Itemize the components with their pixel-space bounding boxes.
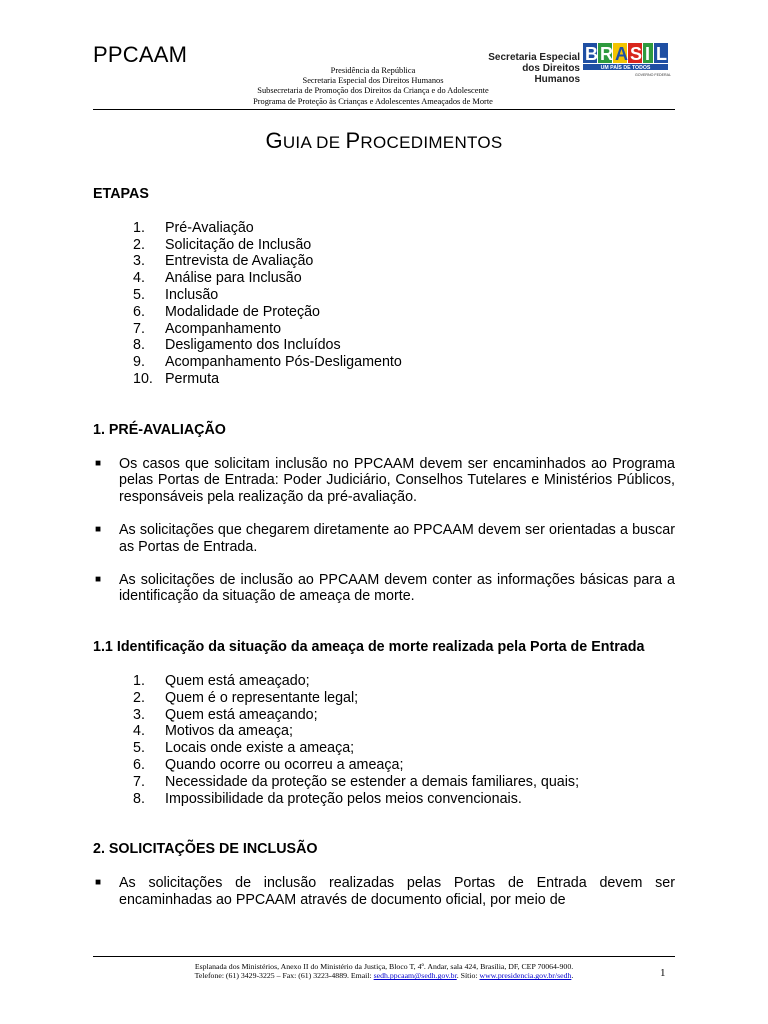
institution-line: Programa de Proteção às Crianças e Adolescentes Ameaçados de Morte <box>253 96 493 106</box>
bullet-item: ■ As solicitações que chegarem diretamente ao PPCAAM devem ser orientadas a buscar as Portas de Entrada. <box>95 521 675 555</box>
section-1-heading: 1. PRÉ-AVALIAÇÃO <box>93 421 226 438</box>
list-item: 1. Pré-Avaliação <box>133 219 254 236</box>
bullet-square-icon: ■ <box>95 523 102 535</box>
brasil-logo-tagline: UM PAÍS DE TODOS <box>600 65 651 71</box>
svg-text:L: L <box>656 44 667 64</box>
svg-text:R: R <box>600 44 613 64</box>
title-cap: P <box>345 128 361 153</box>
email-link[interactable]: sedh.ppcaam@sedh.gov.br <box>373 971 457 981</box>
institution-lines <box>240 66 506 107</box>
list-item: 2. Solicitação de Inclusão <box>133 236 312 253</box>
bullet-square-icon: ■ <box>95 573 102 585</box>
list-item: 8. Impossibilidade da proteção pelos meios convencionais. <box>133 790 522 807</box>
section-1-1-list <box>93 673 675 807</box>
brasil-government-logo <box>583 41 677 81</box>
title-smallcaps: UIA DE <box>282 133 346 152</box>
document-body <box>93 186 675 909</box>
list-item: 3. Entrevista de Avaliação <box>133 253 314 270</box>
svg-text:S: S <box>630 44 643 64</box>
list-item: 7. Necessidade da proteção se estender a demais familiares, quais; <box>133 773 580 790</box>
footer-line: Esplanada dos Ministérios, Anexo II do Ministério da Justiça, Bloco T, 4º. Andar, sala 424, Brasília, DF, CEP 70064-900. <box>194 962 574 971</box>
svg-text:I: I <box>645 44 651 64</box>
list-item: 9. Acompanhamento Pós-Desligamento <box>133 354 402 371</box>
section-1-bullets <box>93 456 675 606</box>
footer-contact-line: Telefone: (61) 3429-3225 – Fax: (61) 3223-4889. Email: sedh.ppcaam@sedh.gov.br. Sítio: www.presidencia.gov.br/sedh. <box>194 971 574 981</box>
list-item: 6. Quando ocorre ou ocorreu a ameaça; <box>133 756 404 773</box>
header-divider <box>93 109 675 110</box>
document-title <box>0 128 768 154</box>
section-2-bullets <box>93 875 675 909</box>
etapas-heading: ETAPAS <box>93 186 149 202</box>
bullet-item: ■ As solicitações de inclusão ao PPCAAM devem conter as informações básicas para a identificação da situação de ameaça de morte. <box>95 571 675 605</box>
list-item: 2. Quem é o representante legal; <box>133 689 359 706</box>
footer-divider <box>93 956 675 957</box>
title-cap: G <box>265 128 283 153</box>
list-item: 5. Inclusão <box>133 286 219 303</box>
list-item: 10. Permuta <box>133 370 220 387</box>
brand-title: PPCAAM <box>93 42 188 67</box>
bullet-item: ■ Os casos que solicitam inclusão no PPCAAM devem ser encaminhados ao Programa pelas Portas de Entrada: Poder Judiciário, Conselhos Tutelares e Ministérios Públicos, responsáveis pela realização da pré-avaliação. <box>95 455 675 506</box>
list-item: 8. Desligamento dos Incluídos <box>133 337 341 354</box>
title-smallcaps: ROCEDIMENTOS <box>360 133 503 152</box>
section-1-1-heading: 1.1 Identificação da situação da ameaça de morte realizada pela Porta de Entrada <box>93 639 645 656</box>
list-item: 4. Motivos da ameaça; <box>133 723 293 740</box>
sedh-logo-line: dos Direitos Humanos <box>522 63 580 85</box>
bullet-item: ■ As solicitações de inclusão realizadas pelas Portas de Entrada devem ser encaminhadas ao PPCAAM através de documento oficial, por meio de <box>95 875 675 908</box>
website-link[interactable]: www.presidencia.gov.br/sedh <box>479 971 572 981</box>
institution-line: Secretaria Especial dos Direitos Humanos <box>302 76 444 86</box>
brasil-logo-sub: GOVERNO FEDERAL <box>635 73 671 77</box>
institution-line: Presidência da República <box>330 66 416 75</box>
list-item: 4. Análise para Inclusão <box>133 270 302 287</box>
footer-address <box>93 962 675 981</box>
list-item: 1. Quem está ameaçado; <box>133 672 310 689</box>
etapas-list <box>93 220 675 388</box>
list-item: 5. Locais onde existe a ameaça; <box>133 740 355 757</box>
page-number: 1 <box>660 967 666 979</box>
sedh-logo-line: Secretaria Especial <box>488 52 580 63</box>
svg-text:A: A <box>615 44 628 64</box>
sedh-logo <box>484 52 580 85</box>
bullet-square-icon: ■ <box>95 877 102 889</box>
bullet-square-icon: ■ <box>95 457 102 469</box>
list-item: 3. Quem está ameaçando; <box>133 706 318 723</box>
list-item: 6. Modalidade de Proteção <box>133 303 320 320</box>
list-item: 7. Acompanhamento <box>133 320 282 337</box>
svg-text:B: B <box>585 44 598 64</box>
section-2-heading: 2. SOLICITAÇÕES DE INCLUSÃO <box>93 841 318 858</box>
institution-line: Subsecretaria de Promoção dos Direitos da Criança e do Adolescente <box>257 86 489 96</box>
